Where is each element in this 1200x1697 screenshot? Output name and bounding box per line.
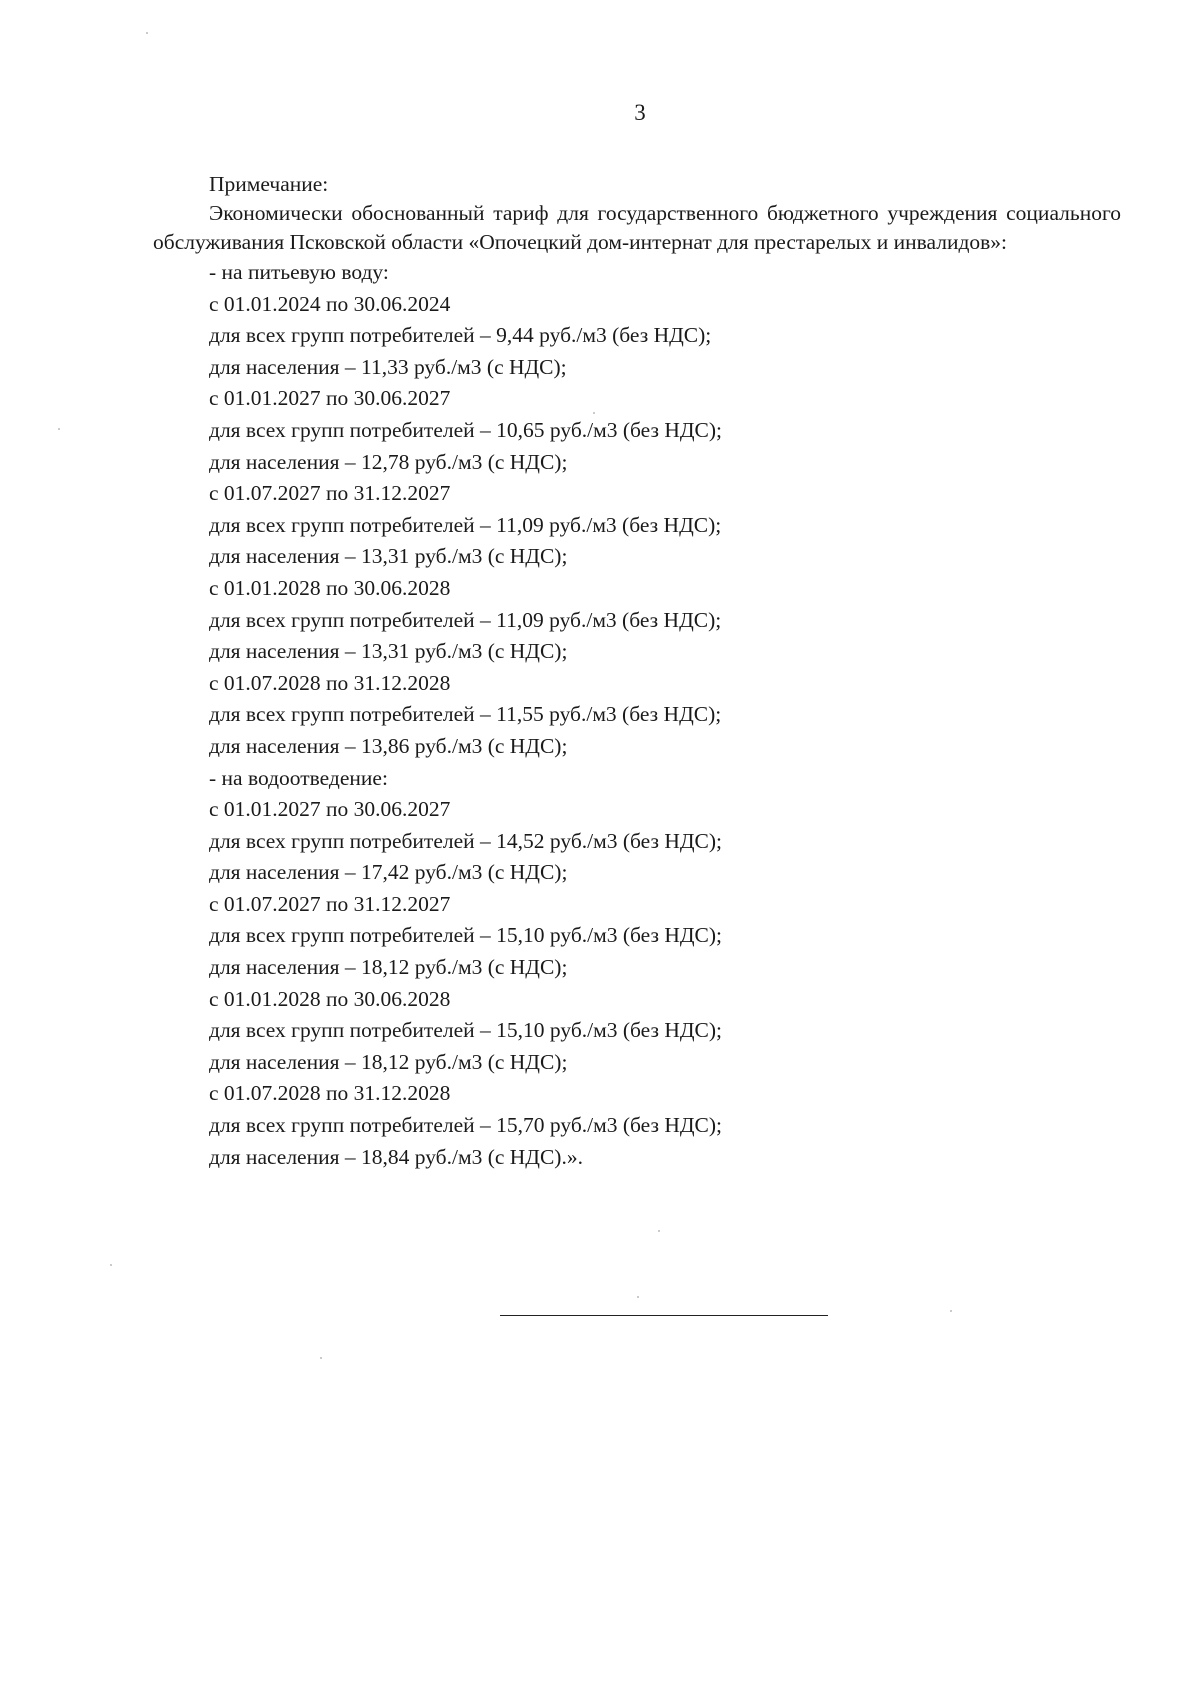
- tariff-population: для населения – 12,78 руб./м3 (с НДС);: [209, 449, 568, 474]
- tariff-all-consumers: для всех групп потребителей – 10,65 руб./м3 (без НДС);: [209, 417, 723, 442]
- tariff-all-consumers: для всех групп потребителей – 15,10 руб./м3 (без НДС);: [209, 923, 723, 948]
- tariff-all-consumers: для всех групп потребителей – 9,44 руб./м3 (без НДС);: [209, 323, 712, 348]
- tariff-all-consumers: для всех групп потребителей – 11,09 руб./м3 (без НДС);: [209, 512, 722, 537]
- section-drinking-water: - на питьевую воду:: [209, 260, 389, 284]
- tariff-all-consumers: для всех групп потребителей – 15,70 руб./м3 (без НДС);: [209, 1113, 723, 1138]
- tariff-all-consumers: для всех групп потребителей – 11,09 руб./м3 (без НДС);: [209, 607, 722, 632]
- scan-speck: [58, 428, 60, 430]
- scan-speck: [637, 1296, 639, 1298]
- period-line: с 01.01.2028 по 30.06.2028: [209, 986, 451, 1011]
- scan-speck: [593, 412, 595, 414]
- period-line: с 01.01.2027 по 30.06.2027: [209, 797, 451, 822]
- scan-speck: [146, 32, 148, 34]
- period-line: с 01.07.2027 по 31.12.2027: [209, 891, 451, 916]
- page-number: 3: [634, 100, 646, 125]
- period-line: с 01.07.2028 по 31.12.2028: [209, 670, 451, 695]
- tariff-all-consumers: для всех групп потребителей – 14,52 руб./м3 (без НДС);: [209, 828, 723, 853]
- period-line: с 01.01.2028 по 30.06.2028: [209, 575, 451, 600]
- tariff-population: для населения – 11,33 руб./м3 (с НДС);: [209, 354, 567, 379]
- period-line: с 01.01.2024 по 30.06.2024: [209, 291, 451, 316]
- intro-paragraph: Экономически обоснованный тариф для государственного бюджетного учреждения социального обслуживания Псковской области «Опочецкий дом-интернат для престарелых и инвалидов»:: [153, 201, 1121, 254]
- period-line: с 01.07.2027 по 31.12.2027: [209, 481, 451, 506]
- tariff-population: для населения – 17,42 руб./м3 (с НДС);: [209, 860, 568, 885]
- scan-speck: [658, 1230, 660, 1232]
- period-line: с 01.07.2028 по 31.12.2028: [209, 1081, 451, 1106]
- tariff-population: для населения – 18,12 руб./м3 (с НДС);: [209, 955, 568, 980]
- tariff-list: [153, 257, 1121, 1173]
- tariff-population: для населения – 13,31 руб./м3 (с НДС);: [209, 639, 568, 664]
- scan-speck: [950, 1310, 952, 1312]
- tariff-population: для населения – 13,31 руб./м3 (с НДС);: [209, 544, 568, 569]
- tariff-all-consumers: для всех групп потребителей – 11,55 руб./м3 (без НДС);: [209, 702, 722, 727]
- note-label: Примечание:: [209, 172, 329, 196]
- scan-speck: [110, 1264, 112, 1266]
- tariff-population: для населения – 13,86 руб./м3 (с НДС);: [209, 733, 568, 758]
- tariff-population: для населения – 18,12 руб./м3 (с НДС);: [209, 1049, 568, 1074]
- tariff-population: для населения – 18,84 руб./м3 (с НДС).».: [209, 1144, 583, 1169]
- period-line: с 01.01.2027 по 30.06.2027: [209, 386, 451, 411]
- section-wastewater: - на водоотведение:: [209, 765, 388, 790]
- scan-speck: [320, 1357, 322, 1359]
- end-of-document-rule: [500, 1315, 828, 1316]
- document-body: [153, 170, 1121, 1173]
- tariff-all-consumers: для всех групп потребителей – 15,10 руб./м3 (без НДС);: [209, 1018, 723, 1043]
